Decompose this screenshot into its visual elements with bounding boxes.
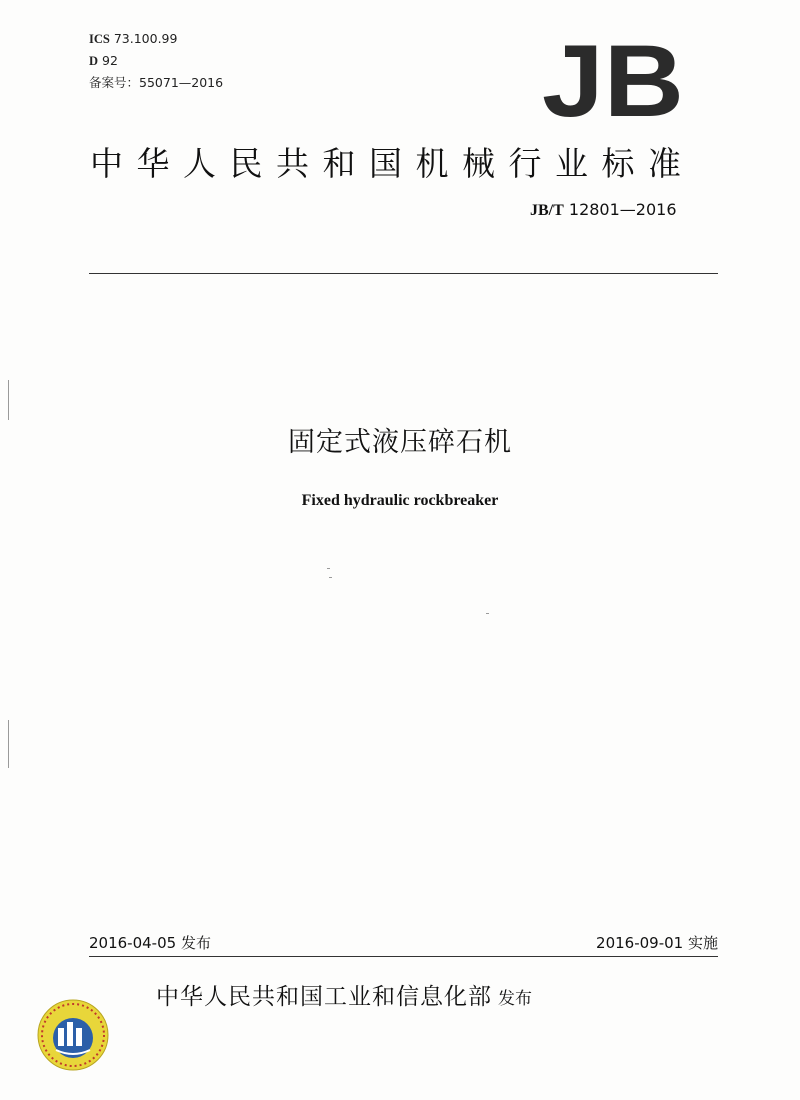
publisher-seal-icon [36,998,110,1072]
document-title-english: Fixed hydraulic rockbreaker [301,492,499,509]
scan-artifact [329,577,332,578]
footer-divider [89,956,718,957]
authority-name: 中华人民共和国工业和信息化部 [156,984,492,1010]
ics-code: ICS 73.100.99 [89,31,178,46]
classification-block [89,28,223,93]
release-date: 2016-04-05 发布 [89,934,211,952]
scan-artifact [8,720,9,768]
issuing-authority [156,978,532,1011]
standard-number: JB/T 12801—2016 [530,200,677,219]
document-title-chinese: 固定式液压碎石机 [288,427,512,458]
ccs-code: D 92 [89,53,118,68]
scan-artifact [327,568,330,569]
scan-artifact [486,613,489,614]
logo-lettering: JB [542,36,684,128]
authority-suffix: 发布 [498,989,532,1009]
filing-number: 备案号：55071—2016 [89,75,224,90]
jb-logo [538,36,688,128]
scan-artifact [8,380,9,420]
standard-category-title: 中华人民共和国机械行业标准 [90,144,695,183]
header-divider [89,273,718,274]
implementation-date: 2016-09-01 实施 [596,934,718,952]
